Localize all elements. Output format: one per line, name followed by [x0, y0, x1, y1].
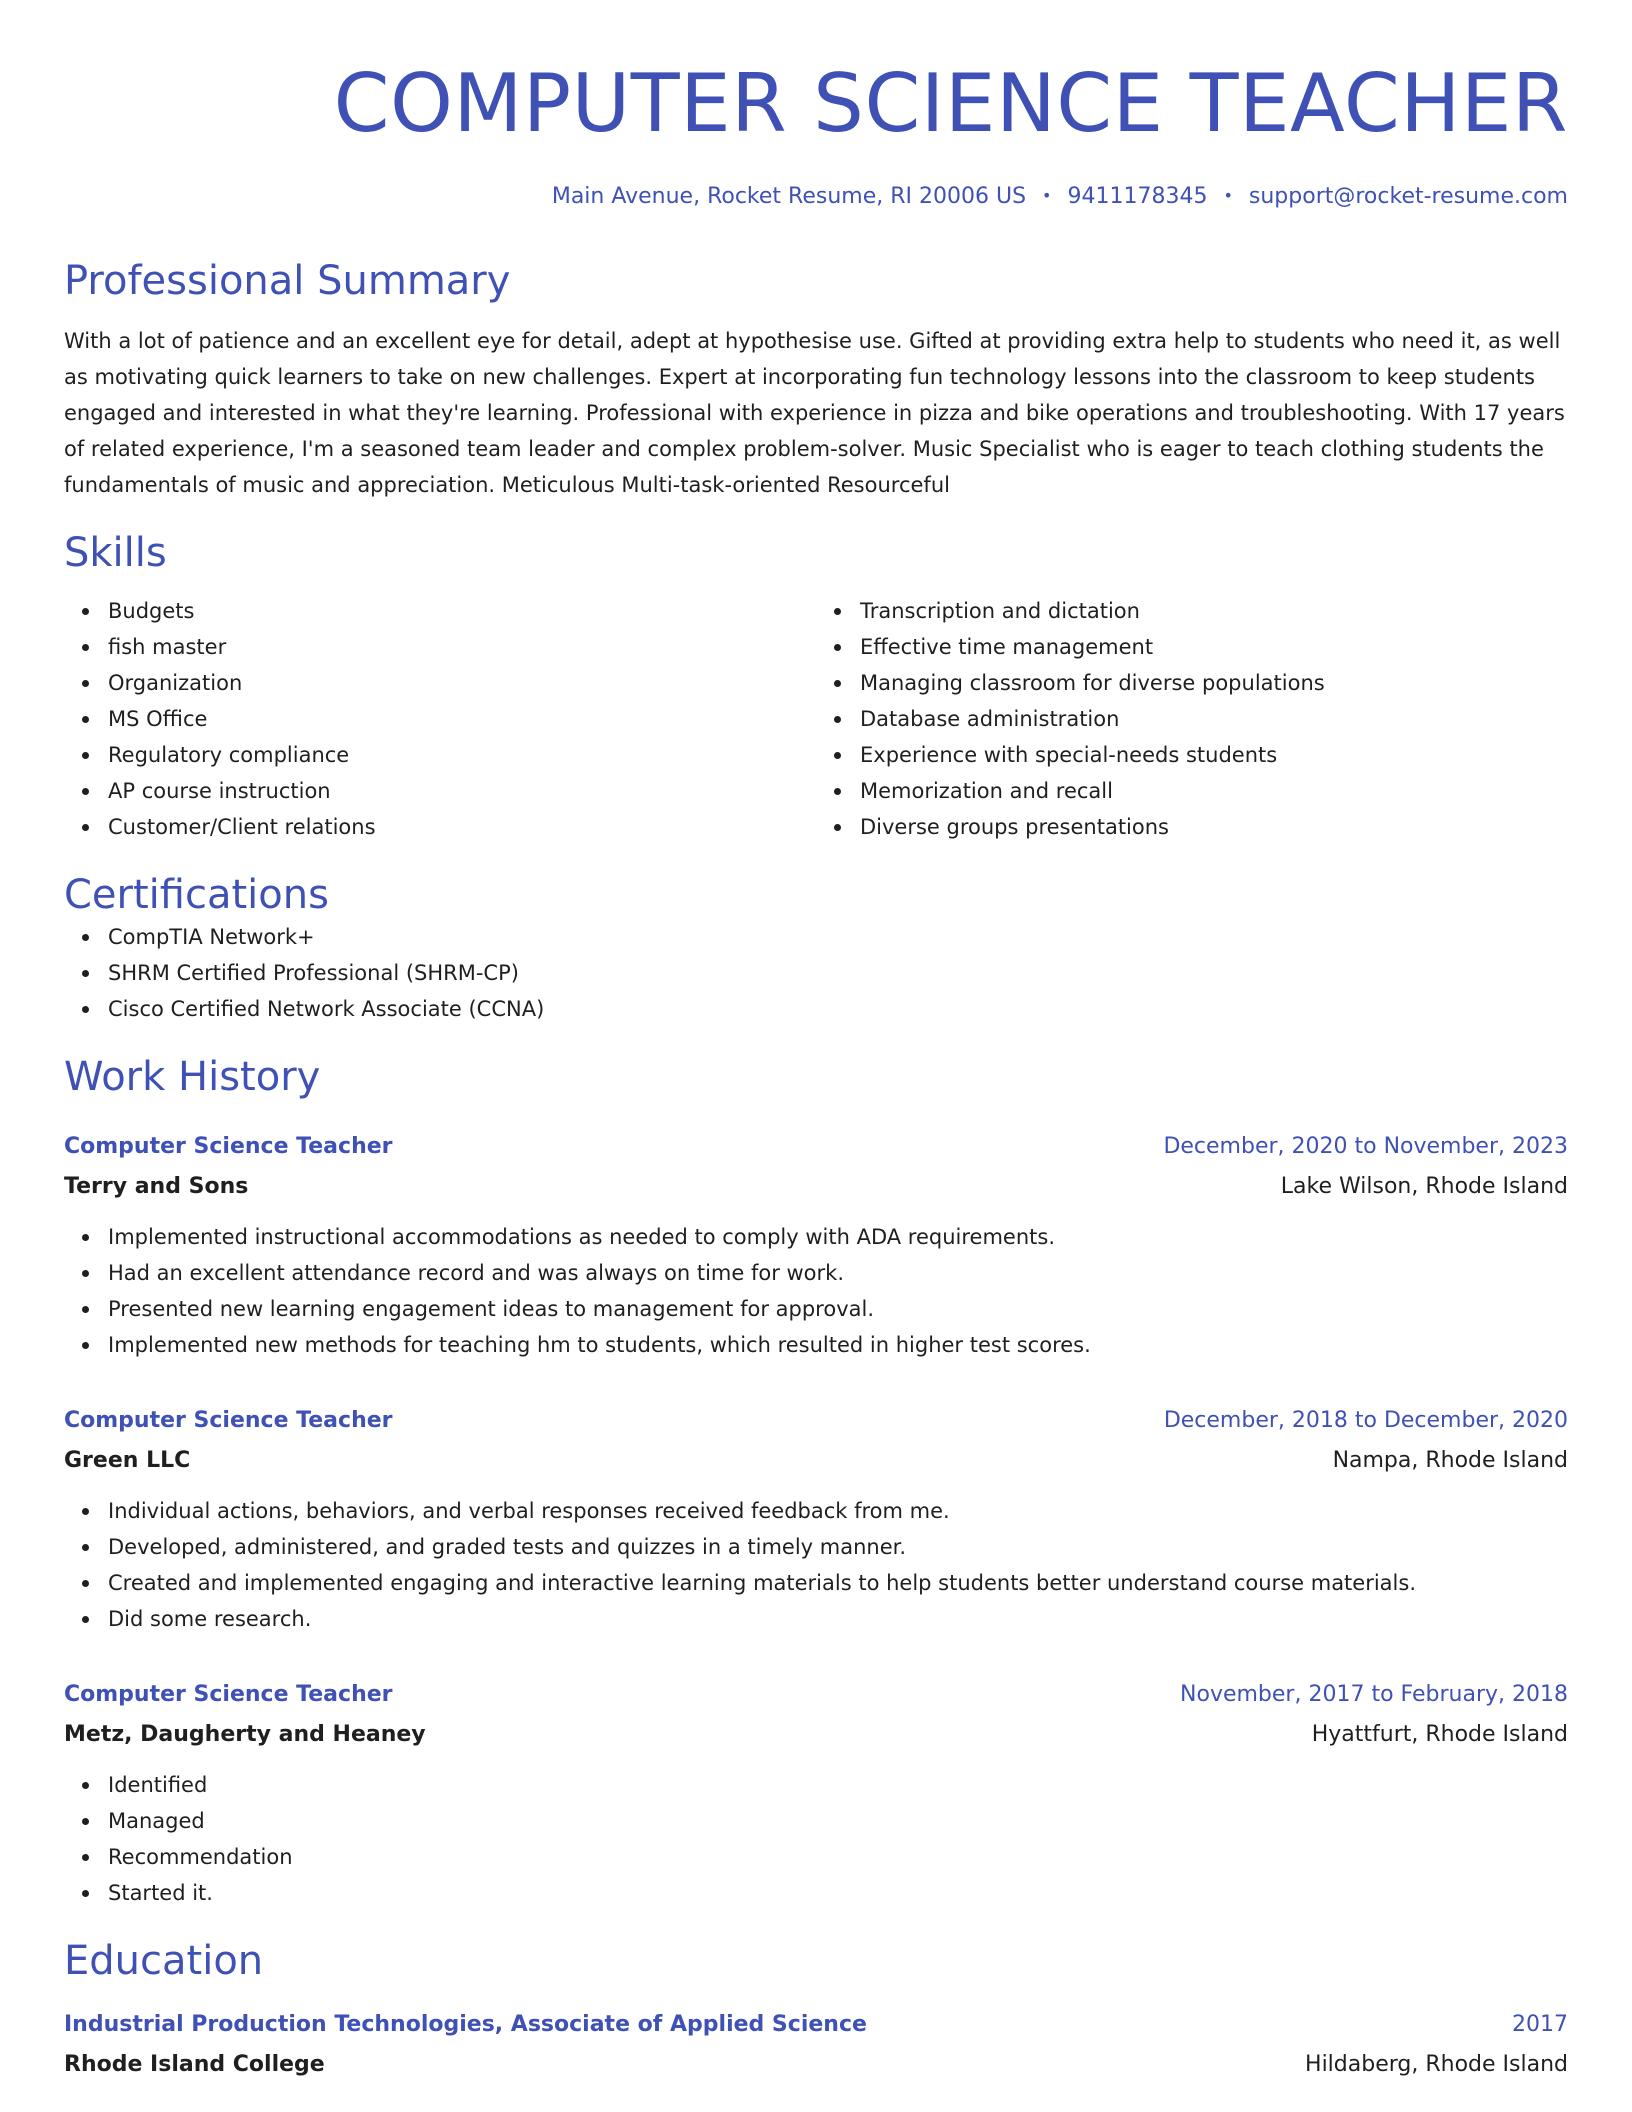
job-title: Computer Science Teacher: [64, 1682, 393, 1707]
section-title-certifications: Certifications: [64, 872, 329, 918]
education-location: Hildaberg, Rhode Island: [1305, 2052, 1568, 2077]
job-bullet: Managed: [108, 1803, 1568, 1839]
job-bullet: Started it.: [108, 1875, 1568, 1911]
skill-item: MS Office: [108, 701, 816, 737]
job-company: Terry and Sons: [64, 1174, 249, 1199]
job-bullet: Implemented instructional accommodations as needed to comply with ADA requirements.: [108, 1219, 1568, 1255]
job-bullet: Implemented new methods for teaching hm to students, which resulted in higher test scores.: [108, 1327, 1568, 1363]
contact-address: Main Avenue, Rocket Resume, RI 20006 US: [551, 184, 1027, 209]
job-bullet: Created and implemented engaging and interactive learning materials to help students better understand course materials.: [108, 1565, 1568, 1601]
skill-item: Organization: [108, 665, 816, 701]
job-bullet: Individual actions, behaviors, and verbal responses received feedback from me.: [108, 1493, 1568, 1529]
job-location: Nampa, Rhode Island: [1332, 1448, 1568, 1473]
job-bullet: Presented new learning engagement ideas to management for approval.: [108, 1291, 1568, 1327]
job-location: Hyattfurt, Rhode Island: [1311, 1722, 1568, 1747]
contact-separator: •: [1223, 186, 1233, 205]
skill-item: fish master: [108, 629, 816, 665]
skill-item: Budgets: [108, 593, 816, 629]
education-year: 2017: [1512, 2012, 1568, 2037]
job-bullet: Developed, administered, and graded tests and quizzes in a timely manner.: [108, 1529, 1568, 1565]
job-dates: December, 2018 to December, 2020: [1163, 1408, 1568, 1433]
resume-name-heading: COMPUTER SCIENCE TEACHER: [333, 57, 1568, 150]
job-dates: December, 2020 to November, 2023: [1163, 1134, 1568, 1159]
contact-email: support@rocket-resume.com: [1248, 184, 1568, 209]
skill-item: Transcription and dictation: [860, 593, 1568, 629]
job-entry: [64, 1401, 1568, 1637]
job-company: Green LLC: [64, 1448, 191, 1473]
job-bullet: Recommendation: [108, 1839, 1568, 1875]
job-title: Computer Science Teacher: [64, 1134, 393, 1159]
skill-item: AP course instruction: [108, 773, 816, 809]
job-bullets: [64, 1493, 1568, 1637]
skill-item: Memorization and recall: [860, 773, 1568, 809]
job-bullet: Identified: [108, 1767, 1568, 1803]
job-entry: [64, 1675, 1568, 1911]
contact-separator: •: [1042, 186, 1052, 205]
section-title-education: Education: [64, 1938, 264, 1984]
job-company: Metz, Daugherty and Heaney: [64, 1722, 426, 1747]
skill-item: Experience with special-needs students: [860, 737, 1568, 773]
skills-column-left: [64, 593, 816, 845]
skill-item: Diverse groups presentations: [860, 809, 1568, 845]
job-entry: [64, 1127, 1568, 1363]
job-bullets: [64, 1767, 1568, 1911]
skill-item: Managing classroom for diverse populations: [860, 665, 1568, 701]
certifications-list: [64, 919, 1568, 1027]
section-title-summary: Professional Summary: [64, 258, 511, 304]
skills-list: [64, 593, 1568, 845]
skills-column-right: [816, 593, 1568, 845]
certification-item: CompTIA Network+: [108, 919, 1568, 955]
certification-item: SHRM Certified Professional (SHRM-CP): [108, 955, 1568, 991]
section-title-skills: Skills: [64, 530, 167, 576]
job-bullets: [64, 1219, 1568, 1363]
skill-item: Regulatory compliance: [108, 737, 816, 773]
job-bullet: Did some research.: [108, 1601, 1568, 1637]
certification-item: Cisco Certified Network Associate (CCNA): [108, 991, 1568, 1027]
section-title-work-history: Work History: [64, 1054, 321, 1100]
resume-page: [64, 0, 1568, 2085]
contact-phone: 9411178345: [1067, 184, 1208, 209]
contact-line: [64, 180, 1568, 213]
summary-text: With a lot of patience and an excellent eye for detail, adept at hypothesise use. Gifted at providing extra help to students who need it, as well as motivating quick learners to take on new challenges. Expert at incorporating fun technology lessons into the classroom to keep students engaged and interested in what they're learning. Professional with experience in pizza and bike operations and troubleshooting. With 17 years of related experience, I'm a seasoned team leader and complex problem-solver. Music Specialist who is eager to teach clothing students the fundamentals of music and appreciation. Meticulous Multi-task-oriented Resourceful: [64, 329, 1565, 497]
education-degree: Industrial Production Technologies, Associate of Applied Science: [64, 2012, 867, 2037]
skill-item: Customer/Client relations: [108, 809, 816, 845]
job-bullet: Had an excellent attendance record and was always on time for work.: [108, 1255, 1568, 1291]
skill-item: Effective time management: [860, 629, 1568, 665]
job-location: Lake Wilson, Rhode Island: [1280, 1174, 1568, 1199]
education-entry: [64, 2005, 1568, 2085]
job-dates: November, 2017 to February, 2018: [1180, 1682, 1568, 1707]
job-title: Computer Science Teacher: [64, 1408, 393, 1433]
skill-item: Database administration: [860, 701, 1568, 737]
education-school: Rhode Island College: [64, 2052, 325, 2077]
